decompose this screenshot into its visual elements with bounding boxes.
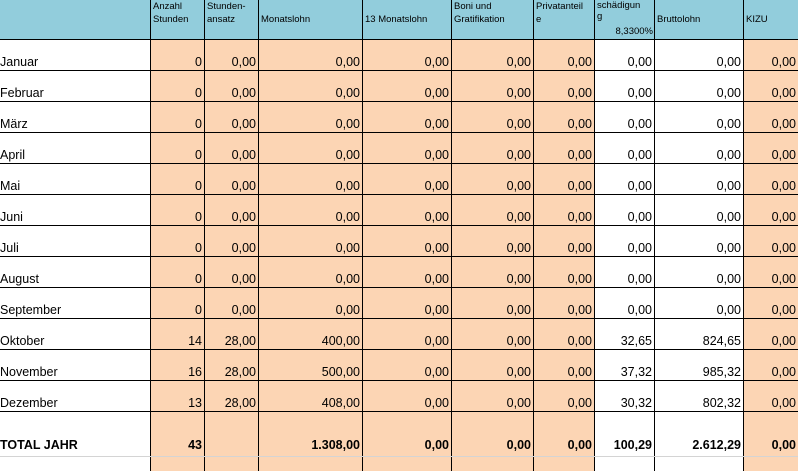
cell-ansatz[interactable]: 0,00	[231, 86, 256, 100]
cell-stunden[interactable]: 13	[188, 396, 202, 410]
total-stunden[interactable]: 43	[188, 438, 202, 452]
cell-schaedigung[interactable]: 0,00	[627, 86, 652, 100]
table-header	[0, 0, 798, 40]
row-line	[0, 411, 798, 412]
cell-privat[interactable]: 0,00	[567, 179, 592, 193]
row-line	[0, 318, 798, 319]
cell-boni[interactable]: 0,00	[506, 241, 531, 255]
cell-ansatz[interactable]: 28,00	[224, 334, 256, 348]
cell-privat[interactable]: 0,00	[567, 210, 592, 224]
table-row	[0, 148, 798, 163]
cell-ansatz[interactable]: 0,00	[231, 210, 256, 224]
cell-brutto[interactable]: 0,00	[716, 303, 741, 317]
total-monatslohn[interactable]: 1.308,00	[311, 438, 360, 452]
cell-label[interactable]: Mai	[0, 179, 21, 193]
header-privat[interactable]: Privatanteil e	[536, 1, 583, 25]
cell-monatslohn[interactable]: 0,00	[335, 303, 360, 317]
row-line	[0, 101, 798, 102]
cell-stunden[interactable]: 14	[188, 334, 202, 348]
cell-boni[interactable]: 0,00	[506, 303, 531, 317]
cell-boni[interactable]: 0,00	[506, 55, 531, 69]
cell-ansatz[interactable]: 28,00	[224, 396, 256, 410]
cell-monatslohn[interactable]: 0,00	[335, 117, 360, 131]
cell-kizu[interactable]: 0,00	[771, 210, 796, 224]
cell-schaedigung[interactable]: 0,00	[627, 55, 652, 69]
total-dreizehn[interactable]: 0,00	[424, 438, 449, 452]
cell-brutto[interactable]: 802,32	[702, 396, 741, 410]
header-dreizehn[interactable]: 13 Monatslohn	[365, 14, 428, 25]
cell-monatslohn[interactable]: 0,00	[335, 241, 360, 255]
cell-brutto[interactable]: 0,00	[716, 117, 741, 131]
cell-monatslohn[interactable]: 0,00	[335, 272, 360, 286]
cell-privat[interactable]: 0,00	[567, 117, 592, 131]
cell-schaedigung[interactable]: 0,00	[627, 210, 652, 224]
cell-boni[interactable]: 0,00	[506, 334, 531, 348]
cell-brutto[interactable]: 0,00	[716, 55, 741, 69]
table-row	[0, 179, 798, 194]
cell-ansatz[interactable]: 28,00	[224, 365, 256, 379]
cell-schaedigung[interactable]: 30,32	[620, 396, 652, 410]
table-row	[0, 396, 798, 411]
cell-boni[interactable]: 0,00	[506, 210, 531, 224]
cell-kizu[interactable]: 0,00	[771, 86, 796, 100]
cell-dreizehn[interactable]: 0,00	[424, 179, 449, 193]
row-line	[0, 194, 798, 195]
cell-schaedigung[interactable]: 0,00	[627, 117, 652, 131]
table-row	[0, 117, 798, 132]
cell-stunden[interactable]: 0	[195, 272, 202, 286]
table-row	[0, 272, 798, 287]
total-label[interactable]: TOTAL JAHR	[0, 438, 78, 452]
cell-boni[interactable]: 0,00	[506, 148, 531, 162]
cell-privat[interactable]: 0,00	[567, 334, 592, 348]
cell-kizu[interactable]: 0,00	[771, 117, 796, 131]
cell-schaedigung[interactable]: 0,00	[627, 303, 652, 317]
row-line	[0, 225, 798, 226]
cell-privat[interactable]: 0,00	[567, 55, 592, 69]
header-monatslohn[interactable]: Monatslohn	[261, 14, 311, 25]
cell-ansatz[interactable]: 0,00	[231, 272, 256, 286]
total-kizu[interactable]: 0,00	[771, 438, 796, 452]
cell-boni[interactable]: 0,00	[506, 272, 531, 286]
row-line	[0, 163, 798, 164]
cell-brutto[interactable]: 0,00	[716, 272, 741, 286]
table-row	[0, 334, 798, 349]
cell-kizu[interactable]: 0,00	[771, 272, 796, 286]
cell-kizu[interactable]: 0,00	[771, 55, 796, 69]
cell-dreizehn[interactable]: 0,00	[424, 148, 449, 162]
cell-dreizehn[interactable]: 0,00	[424, 365, 449, 379]
cell-brutto[interactable]: 0,00	[716, 86, 741, 100]
cell-label[interactable]: Februar	[0, 86, 44, 100]
table-row	[0, 210, 798, 225]
cell-stunden[interactable]: 0	[195, 303, 202, 317]
cell-monatslohn[interactable]: 0,00	[335, 210, 360, 224]
cell-stunden[interactable]: 16	[188, 365, 202, 379]
cell-dreizehn[interactable]: 0,00	[424, 86, 449, 100]
cell-privat[interactable]: 0,00	[567, 241, 592, 255]
cell-ansatz[interactable]: 0,00	[231, 179, 256, 193]
cell-schaedigung[interactable]: 0,00	[627, 179, 652, 193]
cell-schaedigung[interactable]: 37,32	[620, 365, 652, 379]
cell-ansatz[interactable]: 0,00	[231, 303, 256, 317]
cell-monatslohn[interactable]: 500,00	[321, 365, 360, 379]
cell-privat[interactable]: 0,00	[567, 365, 592, 379]
cell-privat[interactable]: 0,00	[567, 303, 592, 317]
cell-ansatz[interactable]: 0,00	[231, 241, 256, 255]
cell-monatslohn[interactable]: 0,00	[335, 179, 360, 193]
cell-brutto[interactable]: 985,32	[702, 365, 741, 379]
cell-dreizehn[interactable]: 0,00	[424, 117, 449, 131]
cell-monatslohn[interactable]: 0,00	[335, 148, 360, 162]
cell-stunden[interactable]: 0	[195, 117, 202, 131]
cell-brutto[interactable]: 824,65	[702, 334, 741, 348]
cell-brutto[interactable]: 0,00	[716, 241, 741, 255]
cell-dreizehn[interactable]: 0,00	[424, 210, 449, 224]
header-stunden[interactable]: Anzahl Stunden	[153, 1, 189, 25]
row-line	[0, 287, 798, 288]
cell-privat[interactable]: 0,00	[567, 86, 592, 100]
total-row	[0, 438, 798, 456]
cell-brutto[interactable]: 0,00	[716, 179, 741, 193]
cell-dreizehn[interactable]: 0,00	[424, 334, 449, 348]
cell-kizu[interactable]: 0,00	[771, 241, 796, 255]
cell-kizu[interactable]: 0,00	[771, 365, 796, 379]
cell-stunden[interactable]: 0	[195, 179, 202, 193]
header-brutto[interactable]: Bruttolohn	[657, 14, 701, 25]
cell-boni[interactable]: 0,00	[506, 86, 531, 100]
cell-monatslohn[interactable]: 0,00	[335, 55, 360, 69]
cell-schaedigung[interactable]: 0,00	[627, 272, 652, 286]
total-schaedigung[interactable]: 100,29	[613, 438, 652, 452]
cell-label[interactable]: März	[0, 117, 28, 131]
cell-stunden[interactable]: 0	[195, 241, 202, 255]
cell-schaedigung[interactable]: 0,00	[627, 241, 652, 255]
cell-boni[interactable]: 0,00	[506, 396, 531, 410]
cell-kizu[interactable]: 0,00	[771, 396, 796, 410]
cell-label[interactable]: Juli	[0, 241, 19, 255]
cell-ansatz[interactable]: 0,00	[231, 148, 256, 162]
cell-label[interactable]: November	[0, 365, 58, 379]
cell-monatslohn[interactable]: 400,00	[321, 334, 360, 348]
cell-monatslohn[interactable]: 0,00	[335, 86, 360, 100]
cell-schaedigung[interactable]: 32,65	[620, 334, 652, 348]
total-brutto[interactable]: 2.612,29	[692, 438, 741, 452]
cell-schaedigung[interactable]: 0,00	[627, 148, 652, 162]
table-row	[0, 86, 798, 101]
header-boni[interactable]: Boni und Gratifikation	[454, 1, 505, 25]
cell-label[interactable]: Juni	[0, 210, 23, 224]
row-line	[0, 132, 798, 133]
cell-ansatz[interactable]: 0,00	[231, 117, 256, 131]
cell-privat[interactable]: 0,00	[567, 272, 592, 286]
cell-boni[interactable]: 0,00	[506, 179, 531, 193]
cell-ansatz[interactable]: 0,00	[231, 55, 256, 69]
table-row	[0, 55, 798, 70]
cell-label[interactable]: April	[0, 148, 26, 162]
cell-boni[interactable]: 0,00	[506, 365, 531, 379]
cell-privat[interactable]: 0,00	[567, 396, 592, 410]
cell-dreizehn[interactable]: 0,00	[424, 55, 449, 69]
cell-kizu[interactable]: 0,00	[771, 334, 796, 348]
row-line	[0, 70, 798, 71]
total-boni[interactable]: 0,00	[506, 438, 531, 452]
cell-boni[interactable]: 0,00	[506, 117, 531, 131]
cell-label[interactable]: September	[0, 303, 62, 317]
total-privat[interactable]: 0,00	[567, 438, 592, 452]
cell-dreizehn[interactable]: 0,00	[424, 396, 449, 410]
header-kizu[interactable]: KIZU	[746, 14, 768, 25]
cell-brutto[interactable]: 0,00	[716, 210, 741, 224]
schaedigung-rate: 8,3300%	[615, 26, 653, 37]
cell-stunden[interactable]: 0	[195, 55, 202, 69]
cell-dreizehn[interactable]: 0,00	[424, 303, 449, 317]
table-row	[0, 303, 798, 318]
cell-label[interactable]: August	[0, 272, 39, 286]
row-line	[0, 380, 798, 381]
header-ansatz[interactable]: Stunden- ansatz	[207, 1, 246, 25]
table-row	[0, 241, 798, 256]
cell-stunden[interactable]: 0	[195, 210, 202, 224]
cell-label[interactable]: Januar	[0, 55, 39, 69]
header-schaedigung[interactable]: schädigun g 8,3300%	[597, 0, 653, 37]
table-row	[0, 365, 798, 380]
row-line	[0, 456, 798, 457]
cell-stunden[interactable]: 0	[195, 148, 202, 162]
cell-kizu[interactable]: 0,00	[771, 303, 796, 317]
cell-dreizehn[interactable]: 0,00	[424, 272, 449, 286]
cell-stunden[interactable]: 0	[195, 86, 202, 100]
row-line	[0, 349, 798, 350]
cell-privat[interactable]: 0,00	[567, 148, 592, 162]
row-line	[0, 256, 798, 257]
cell-kizu[interactable]: 0,00	[771, 179, 796, 193]
cell-label[interactable]: Dezember	[0, 396, 58, 410]
cell-label[interactable]: Oktober	[0, 334, 45, 348]
cell-kizu[interactable]: 0,00	[771, 148, 796, 162]
cell-monatslohn[interactable]: 408,00	[321, 396, 360, 410]
cell-brutto[interactable]: 0,00	[716, 148, 741, 162]
cell-dreizehn[interactable]: 0,00	[424, 241, 449, 255]
